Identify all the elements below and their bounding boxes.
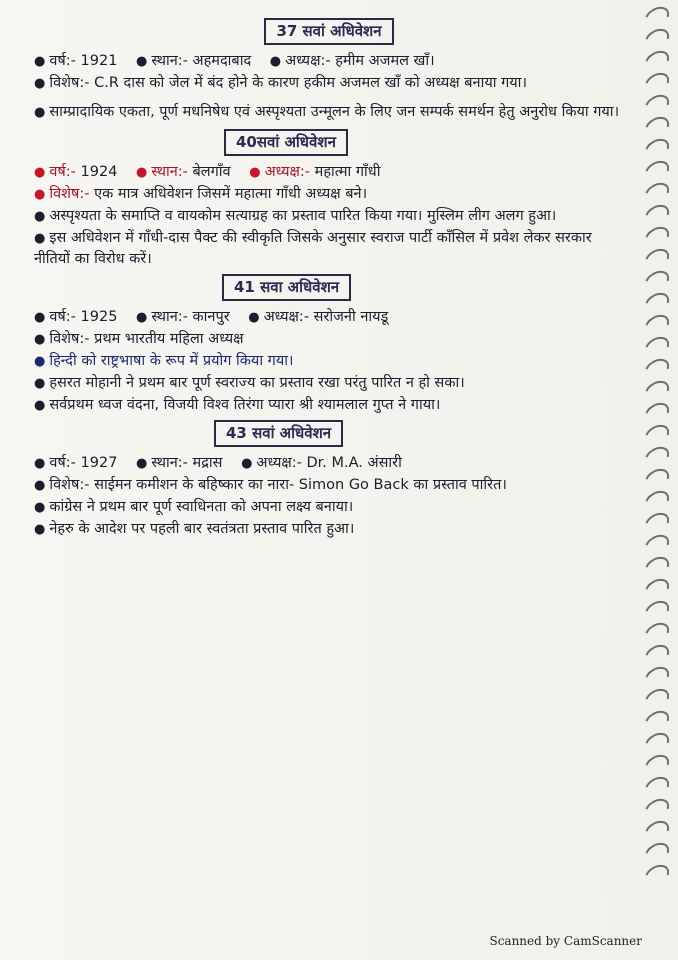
point-item: ● इस अधिवेशन में गाँधी-दास पैक्ट की स्वीकृति जिसके अनुसार स्वराज पार्टी काँसिल में प्रवेश लेकर सरकार नीतियों का विरोध करें। bbox=[34, 230, 592, 267]
special-label: विशेष:- bbox=[49, 75, 90, 91]
year-value: 1925 bbox=[80, 309, 118, 325]
notes-content bbox=[34, 14, 624, 541]
spiral-ring bbox=[641, 729, 673, 758]
spiral-ring bbox=[641, 333, 673, 362]
spiral-ring bbox=[641, 597, 673, 626]
section-43 bbox=[34, 420, 624, 540]
section-heading: 43 सवां अधिवेशन bbox=[214, 420, 343, 447]
spiral-ring bbox=[641, 201, 673, 230]
spiral-ring bbox=[641, 421, 673, 450]
president-value: Dr. M.A. अंसारी bbox=[306, 455, 402, 471]
place-label: स्थान:- bbox=[151, 164, 188, 180]
president-value: सरोजनी नायडू bbox=[313, 309, 389, 325]
year-label: वर्ष:- bbox=[49, 53, 76, 69]
point-item: ● हिन्दी को राष्ट्रभाषा के रूप में प्रयोग किया गया। bbox=[34, 353, 294, 369]
spiral-binding bbox=[642, 8, 670, 908]
year-label: वर्ष:- bbox=[49, 309, 76, 325]
spiral-ring bbox=[641, 443, 673, 472]
year-value: 1927 bbox=[80, 455, 118, 471]
section-heading: 40सवां अधिवेशन bbox=[224, 129, 348, 156]
year-value: 1924 bbox=[80, 164, 118, 180]
spiral-ring bbox=[641, 465, 673, 494]
spiral-ring bbox=[641, 179, 673, 208]
spiral-ring bbox=[641, 751, 673, 780]
special-text: साईमन कमीशन के बहिष्कार का नारा- Simon Go Back का प्रस्ताव पारित। bbox=[94, 477, 507, 493]
spiral-ring bbox=[641, 135, 673, 164]
year-value: 1921 bbox=[80, 53, 118, 69]
spiral-ring bbox=[641, 3, 673, 32]
special-text: प्रथम भारतीय महिला अध्यक्ष bbox=[94, 331, 244, 347]
point-text: हसरत मोहानी ने प्रथम बार पूर्ण स्वराज्य का प्रस्ताव रखा परंतु पारित न हो सका। bbox=[49, 375, 465, 391]
special-text: C.R दास को जेल में बंद होने के कारण हकीम अजमल खाँ को अध्यक्ष बनाया गया। bbox=[94, 75, 527, 91]
point-text: अस्पृश्यता के समाप्ति व वायकोम सत्याग्रह का प्रस्ताव पारित किया गया। मुस्लिम लीग अलग हुआ। bbox=[49, 208, 557, 224]
place-value: मद्रास bbox=[192, 455, 223, 471]
meta-line: ● वर्ष:- 1921 ● स्थान:- अहमदाबाद ● अध्यक्ष:- हमीम अजमल खाँ। bbox=[34, 53, 435, 69]
point-item: ● अस्पृश्यता के समाप्ति व वायकोम सत्याग्रह का प्रस्ताव पारित किया गया। मुस्लिम लीग अलग हुआ। bbox=[34, 208, 557, 224]
meta-line: ● वर्ष:- 1925 ● स्थान:- कानपुर ● अध्यक्ष:- सरोजनी नायडू bbox=[34, 309, 389, 325]
special-line: ● विशेष:- एक मात्र अधिवेशन जिसमें महात्मा गाँधी अध्यक्ष बने। bbox=[34, 186, 368, 202]
president-label: अध्यक्ष:- bbox=[256, 455, 302, 471]
president-label: अध्यक्ष:- bbox=[264, 164, 311, 180]
spiral-ring bbox=[641, 91, 673, 120]
spiral-ring bbox=[641, 245, 673, 274]
spiral-ring bbox=[641, 487, 673, 516]
special-label: विशेष:- bbox=[49, 477, 90, 493]
meta-line: ● वर्ष:- 1927 ● स्थान:- मद्रास ● अध्यक्ष:- Dr. M.A. अंसारी bbox=[34, 455, 402, 471]
spiral-ring bbox=[641, 223, 673, 252]
president-label: अध्यक्ष:- bbox=[263, 309, 310, 325]
section-40 bbox=[34, 129, 624, 270]
spiral-ring bbox=[641, 773, 673, 802]
point-item: ● साम्प्रादायिक एकता, पूर्ण मधनिषेध एवं अस्पृश्यता उन्मूलन के लिए जन सम्पर्क समर्थन हेतु अनुरोध किया गया। bbox=[34, 104, 620, 120]
place-value: बेलगाँव bbox=[192, 164, 231, 180]
president-value: हमीम अजमल खाँ। bbox=[335, 53, 435, 69]
president-label: अध्यक्ष:- bbox=[285, 53, 331, 69]
year-label: वर्ष:- bbox=[49, 455, 76, 471]
special-line: ● विशेष:- साईमन कमीशन के बहिष्कार का नारा- Simon Go Back का प्रस्ताव पारित। bbox=[34, 477, 507, 493]
scanner-watermark: Scanned by CamScanner bbox=[489, 934, 642, 948]
point-text: कांग्रेस ने प्रथम बार पूर्ण स्वाधिनता को अपना लक्ष्य बनाया। bbox=[49, 499, 354, 515]
spiral-ring bbox=[641, 817, 673, 846]
special-text: एक मात्र अधिवेशन जिसमें महात्मा गाँधी अध्यक्ष बने। bbox=[94, 186, 368, 202]
spiral-ring bbox=[641, 377, 673, 406]
spiral-ring bbox=[641, 509, 673, 538]
point-item: ● नेहरु के आदेश पर पहली बार स्वतंत्रता प्रस्ताव पारित हुआ। bbox=[34, 521, 355, 537]
point-item: ● कांग्रेस ने प्रथम बार पूर्ण स्वाधिनता को अपना लक्ष्य बनाया। bbox=[34, 499, 354, 515]
spiral-ring bbox=[641, 553, 673, 582]
spiral-ring bbox=[641, 399, 673, 428]
spiral-ring bbox=[641, 157, 673, 186]
spiral-ring bbox=[641, 47, 673, 76]
place-value: अहमदाबाद bbox=[192, 53, 252, 69]
spiral-ring bbox=[641, 267, 673, 296]
spiral-ring bbox=[641, 619, 673, 648]
spiral-ring bbox=[641, 531, 673, 560]
point-text: साम्प्रादायिक एकता, पूर्ण मधनिषेध एवं अस्पृश्यता उन्मूलन के लिए जन सम्पर्क समर्थन हेतु अनुरोध किया गया। bbox=[49, 104, 620, 120]
spiral-ring bbox=[641, 707, 673, 736]
section-41 bbox=[34, 274, 624, 416]
point-text: नेहरु के आदेश पर पहली बार स्वतंत्रता प्रस्ताव पारित हुआ। bbox=[49, 521, 355, 537]
place-value: कानपुर bbox=[192, 309, 230, 325]
president-value: महात्मा गाँधी bbox=[314, 164, 381, 180]
spiral-ring bbox=[641, 575, 673, 604]
spiral-ring bbox=[641, 641, 673, 670]
spiral-ring bbox=[641, 663, 673, 692]
special-label: विशेष:- bbox=[49, 186, 90, 202]
spiral-ring bbox=[641, 113, 673, 142]
point-item: ● सर्वप्रथम ध्वज वंदना, विजयी विश्व तिरंगा प्यारा श्री श्यामलाल गुप्त ने गाया। bbox=[34, 397, 441, 413]
place-label: स्थान:- bbox=[151, 309, 188, 325]
spiral-ring bbox=[641, 311, 673, 340]
spiral-ring bbox=[641, 289, 673, 318]
point-text: इस अधिवेशन में गाँधी-दास पैक्ट की स्वीकृति जिसके अनुसार स्वराज पार्टी काँसिल में प्रवेश लेकर सरकार नीतियों का विरोध करें। bbox=[34, 230, 592, 267]
meta-line: ● वर्ष:- 1924 ● स्थान:- बेलगाँव ● अध्यक्ष:- महात्मा गाँधी bbox=[34, 164, 381, 180]
spiral-ring bbox=[641, 355, 673, 384]
section-heading: 41 सवा अधिवेशन bbox=[222, 274, 351, 301]
spiral-ring bbox=[641, 69, 673, 98]
place-label: स्थान:- bbox=[151, 455, 188, 471]
special-line: ● विशेष:- C.R दास को जेल में बंद होने के कारण हकीम अजमल खाँ को अध्यक्ष बनाया गया। bbox=[34, 75, 527, 91]
special-line: ● विशेष:- प्रथम भारतीय महिला अध्यक्ष bbox=[34, 331, 244, 347]
section-heading: 37 सवां अधिवेशन bbox=[264, 18, 393, 45]
spiral-ring bbox=[641, 685, 673, 714]
spiral-ring bbox=[641, 839, 673, 868]
section-37 bbox=[34, 18, 624, 123]
spiral-ring bbox=[641, 795, 673, 824]
spiral-ring bbox=[641, 25, 673, 54]
place-label: स्थान:- bbox=[151, 53, 188, 69]
special-label: विशेष:- bbox=[49, 331, 90, 347]
year-label: वर्ष:- bbox=[49, 164, 76, 180]
point-text: हिन्दी को राष्ट्रभाषा के रूप में प्रयोग किया गया। bbox=[49, 353, 294, 369]
spiral-ring bbox=[641, 861, 673, 890]
point-text: सर्वप्रथम ध्वज वंदना, विजयी विश्व तिरंगा प्यारा श्री श्यामलाल गुप्त ने गाया। bbox=[49, 397, 441, 413]
point-item: ● हसरत मोहानी ने प्रथम बार पूर्ण स्वराज्य का प्रस्ताव रखा परंतु पारित न हो सका। bbox=[34, 375, 465, 391]
